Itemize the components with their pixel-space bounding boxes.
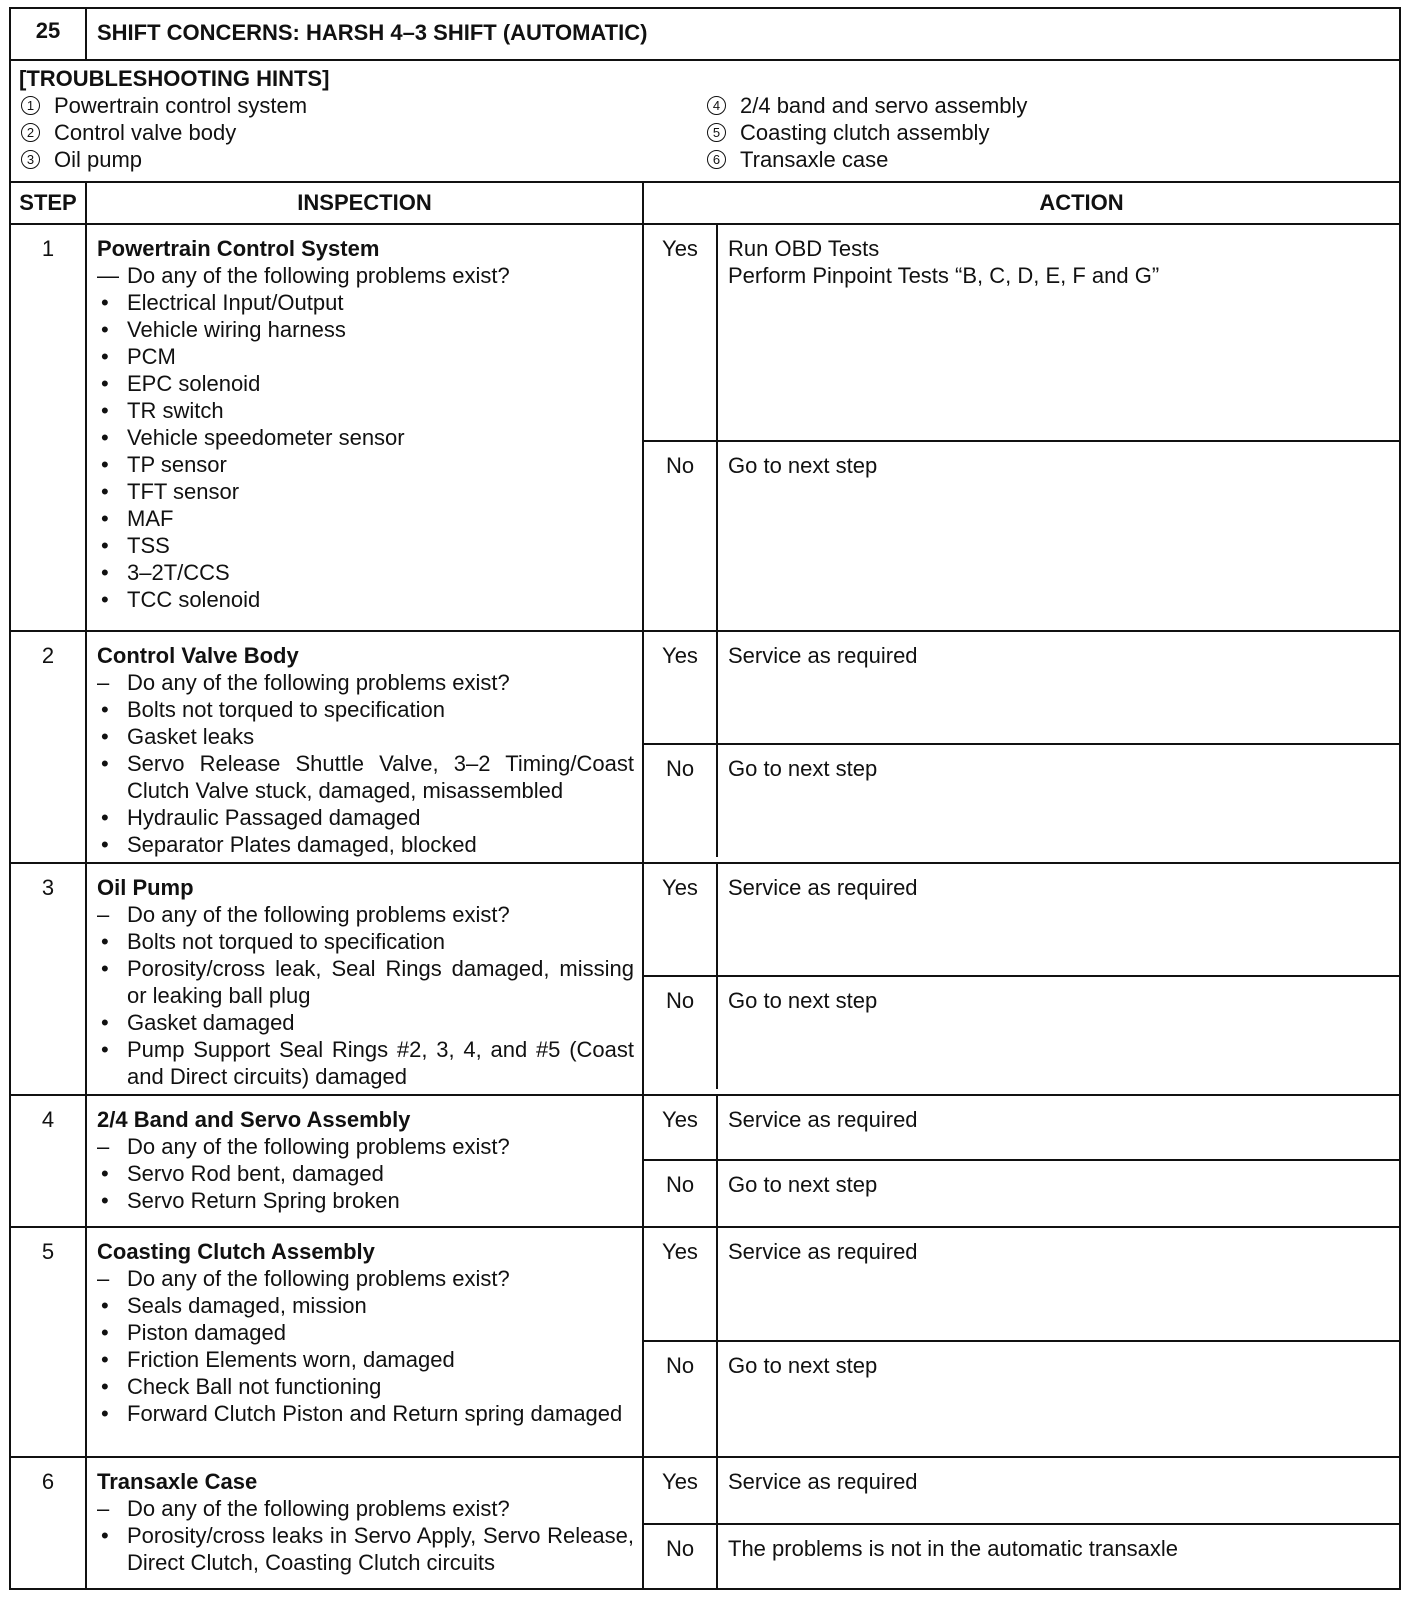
yes-no-table — [644, 1096, 1399, 1226]
yes-label: Yes — [644, 225, 717, 441]
inspection-column-header: INSPECTION — [86, 182, 643, 224]
problem-item — [97, 928, 634, 955]
problem-item — [97, 289, 634, 316]
hints-row — [10, 60, 1400, 182]
yes-no-table — [644, 632, 1399, 857]
hints-right-column — [705, 92, 1391, 173]
yes-action — [717, 1458, 1399, 1524]
yes-label: Yes — [644, 1096, 717, 1160]
bullet-icon: • — [101, 452, 109, 477]
action-line: Go to next step — [728, 1172, 878, 1197]
action-column-header: ACTION — [643, 182, 1400, 224]
circled-number: 2 — [21, 123, 40, 142]
problem-item — [97, 1009, 634, 1036]
bullet-icon: • — [101, 371, 109, 396]
problem-item — [97, 1292, 634, 1319]
action-line: The problems is not in the automatic transaxle — [728, 1536, 1179, 1561]
decision-cell — [643, 1095, 1400, 1227]
bullet-icon: • — [101, 506, 109, 531]
problem-item — [97, 804, 634, 831]
step-row — [10, 863, 1400, 1095]
hint-text: Control valve body — [54, 120, 237, 145]
question-text: Do any of the following problems exist? — [127, 1134, 510, 1159]
no-label: No — [644, 744, 717, 857]
yes-label: Yes — [644, 1228, 717, 1341]
no-label: No — [644, 976, 717, 1089]
no-action — [717, 744, 1399, 857]
inspection-title: Control Valve Body — [97, 643, 299, 668]
dash-glyph: – — [97, 1134, 110, 1159]
action-line: Go to next step — [728, 756, 878, 781]
hint-text: Powertrain control system — [54, 93, 308, 118]
problem-list — [97, 1160, 634, 1214]
question-text: Do any of the following problems exist? — [127, 670, 510, 695]
inspection-cell — [86, 1227, 643, 1457]
problem-text: Friction Elements worn, damaged — [127, 1347, 455, 1372]
no-label: No — [644, 1160, 717, 1226]
decision-cell — [643, 224, 1400, 631]
decision-cell — [643, 1457, 1400, 1589]
bullet-icon: • — [101, 398, 109, 423]
dash-glyph: — — [97, 263, 119, 288]
problem-text: Gasket leaks — [127, 724, 255, 749]
problem-text: TFT sensor — [127, 479, 240, 504]
yes-action — [717, 1096, 1399, 1160]
action-line: Service as required — [728, 643, 918, 668]
decision-cell — [643, 631, 1400, 863]
step-number: 5 — [10, 1227, 86, 1457]
circled-number: 1 — [21, 96, 40, 115]
problem-text: Piston damaged — [127, 1320, 286, 1345]
yes-label: Yes — [644, 864, 717, 976]
inspection-cell — [86, 631, 643, 863]
hint-item — [19, 92, 705, 119]
problem-text: Servo Release Shuttle Valve, 3–2 Timing/Coast Clutch Valve stuck, damaged, misassembled — [127, 751, 634, 803]
no-action — [717, 1341, 1399, 1456]
bullet-icon: • — [101, 1293, 109, 1318]
inspection-title: Coasting Clutch Assembly — [97, 1239, 375, 1264]
chart-title: SHIFT CONCERNS: HARSH 4–3 SHIFT (AUTOMATIC) — [86, 8, 1400, 60]
hint-item — [19, 119, 705, 146]
inspection-title: Transaxle Case — [97, 1469, 258, 1494]
dash-glyph: – — [97, 902, 110, 927]
step-row — [10, 1095, 1400, 1227]
action-line: Service as required — [728, 1239, 918, 1264]
yes-branch — [644, 225, 1399, 441]
action-line: Service as required — [728, 1107, 918, 1132]
problem-text: MAF — [127, 506, 174, 531]
question-text: Do any of the following problems exist? — [127, 1266, 510, 1291]
problem-list — [97, 928, 634, 1090]
problem-item — [97, 1373, 634, 1400]
action-line: Go to next step — [728, 988, 878, 1013]
step-number: 2 — [10, 631, 86, 863]
yes-no-table — [644, 1228, 1399, 1456]
problem-text: Forward Clutch Piston and Return spring damaged — [127, 1401, 623, 1426]
bullet-icon: • — [101, 751, 109, 776]
dash-glyph: – — [97, 670, 110, 695]
inspection-question — [97, 1495, 634, 1522]
problem-item — [97, 316, 634, 343]
problem-text: Bolts not torqued to specification — [127, 929, 445, 954]
yes-branch — [644, 632, 1399, 744]
problem-text: Porosity/cross leak, Seal Rings damaged, missing or leaking ball plug — [127, 956, 634, 1008]
problem-item — [97, 1036, 634, 1090]
problem-text: TP sensor — [127, 452, 227, 477]
bullet-icon: • — [101, 1320, 109, 1345]
problem-item — [97, 370, 634, 397]
bullet-icon: • — [101, 697, 109, 722]
hints-heading: [TROUBLESHOOTING HINTS] — [19, 66, 330, 91]
problem-item — [97, 478, 634, 505]
hints-left-column — [19, 92, 705, 173]
no-action — [717, 1524, 1399, 1588]
bullet-icon: • — [101, 533, 109, 558]
step-row — [10, 631, 1400, 863]
question-text: Do any of the following problems exist? — [127, 263, 510, 288]
bullet-icon: • — [101, 956, 109, 981]
no-action — [717, 976, 1399, 1089]
step-number: 6 — [10, 1457, 86, 1589]
problem-text: Check Ball not functioning — [127, 1374, 382, 1399]
step-number: 4 — [10, 1095, 86, 1227]
troubleshooting-hints — [10, 60, 1400, 182]
no-branch — [644, 441, 1399, 630]
action-line: Run OBD Tests — [728, 236, 880, 261]
no-branch — [644, 1160, 1399, 1226]
problem-item — [97, 696, 634, 723]
yes-action — [717, 864, 1399, 976]
hint-item — [705, 146, 1391, 173]
problem-text: TSS — [127, 533, 170, 558]
no-branch — [644, 1341, 1399, 1456]
step-number: 1 — [10, 224, 86, 631]
troubleshooting-document — [9, 7, 1399, 1607]
circled-number: 3 — [21, 150, 40, 169]
problem-item — [97, 723, 634, 750]
bullet-icon: • — [101, 805, 109, 830]
problem-item — [97, 955, 634, 1009]
inspection-title: Powertrain Control System — [97, 236, 380, 261]
yes-branch — [644, 1458, 1399, 1524]
action-line: Service as required — [728, 1469, 918, 1494]
hint-text: Coasting clutch assembly — [740, 120, 990, 145]
problem-text: TCC solenoid — [127, 587, 261, 612]
yes-branch — [644, 1096, 1399, 1160]
problem-text: Hydraulic Passaged damaged — [127, 805, 421, 830]
yes-label: Yes — [644, 1458, 717, 1524]
no-branch — [644, 1524, 1399, 1588]
problem-item — [97, 532, 634, 559]
yes-label: Yes — [644, 632, 717, 744]
hint-item — [705, 92, 1391, 119]
decision-cell — [643, 1227, 1400, 1457]
problem-list — [97, 1522, 634, 1576]
step-row — [10, 1227, 1400, 1457]
problem-list — [97, 289, 634, 613]
bullet-icon: • — [101, 560, 109, 585]
problem-text: TR switch — [127, 398, 224, 423]
bullet-icon: • — [101, 724, 109, 749]
circled-number: 5 — [707, 123, 726, 142]
problem-text: Vehicle speedometer sensor — [127, 425, 405, 450]
question-text: Do any of the following problems exist? — [127, 902, 510, 927]
problem-item — [97, 1187, 634, 1214]
no-label: No — [644, 1524, 717, 1588]
problem-text: Seals damaged, mission — [127, 1293, 367, 1318]
inspection-cell — [86, 1095, 643, 1227]
problem-item — [97, 397, 634, 424]
bullet-icon: • — [101, 425, 109, 450]
bullet-icon: • — [101, 1374, 109, 1399]
problem-text: Porosity/cross leaks in Servo Apply, Servo Release, Direct Clutch, Coasting Clutch circuits — [127, 1523, 634, 1575]
hint-item — [705, 119, 1391, 146]
bullet-icon: • — [101, 317, 109, 342]
problem-text: Pump Support Seal Rings #2, 3, 4, and #5 (Coast and Direct circuits) damaged — [127, 1037, 634, 1089]
hint-text: Oil pump — [54, 147, 143, 172]
bullet-icon: • — [101, 290, 109, 315]
action-line: Service as required — [728, 875, 918, 900]
bullet-icon: • — [101, 587, 109, 612]
bullet-icon: • — [101, 1523, 109, 1548]
yes-action — [717, 632, 1399, 744]
inspection-question — [97, 901, 634, 928]
dash-glyph: – — [97, 1266, 110, 1291]
yes-action — [717, 225, 1399, 441]
hint-text: Transaxle case — [740, 147, 889, 172]
chart-number: 25 — [10, 8, 86, 60]
problem-item — [97, 1522, 634, 1576]
circled-number: 4 — [707, 96, 726, 115]
yes-branch — [644, 1228, 1399, 1341]
step-column-header: STEP — [10, 182, 86, 224]
inspection-cell — [86, 1457, 643, 1589]
bullet-icon: • — [101, 1010, 109, 1035]
problem-list — [97, 696, 634, 858]
yes-no-table — [644, 1458, 1399, 1588]
step-row — [10, 224, 1400, 631]
inspection-question — [97, 669, 634, 696]
decision-cell — [643, 863, 1400, 1095]
column-header-row — [10, 182, 1400, 224]
inspection-cell — [86, 863, 643, 1095]
action-line: Perform Pinpoint Tests “B, C, D, E, F and G” — [728, 263, 1160, 288]
problem-item — [97, 831, 634, 858]
bullet-icon: • — [101, 1188, 109, 1213]
step-number: 3 — [10, 863, 86, 1095]
inspection-question — [97, 262, 634, 289]
no-action — [717, 441, 1399, 630]
problem-text: Bolts not torqued to specification — [127, 697, 445, 722]
problem-list — [97, 1292, 634, 1427]
dash-glyph: – — [97, 1496, 110, 1521]
problem-item — [97, 586, 634, 613]
problem-text: Gasket damaged — [127, 1010, 295, 1035]
no-action — [717, 1160, 1399, 1226]
bullet-icon: • — [101, 1161, 109, 1186]
problem-item — [97, 559, 634, 586]
header-row — [10, 8, 1400, 60]
circled-number: 6 — [707, 150, 726, 169]
problem-text: EPC solenoid — [127, 371, 261, 396]
inspection-cell — [86, 224, 643, 631]
problem-text: Servo Return Spring broken — [127, 1188, 400, 1213]
problem-text: Separator Plates damaged, blocked — [127, 832, 477, 857]
question-text: Do any of the following problems exist? — [127, 1496, 510, 1521]
hint-item — [19, 146, 705, 173]
no-branch — [644, 976, 1399, 1089]
yes-no-table — [644, 864, 1399, 1089]
problem-item — [97, 1160, 634, 1187]
bullet-icon: • — [101, 1401, 109, 1426]
problem-text: PCM — [127, 344, 176, 369]
action-line: Go to next step — [728, 1353, 878, 1378]
yes-branch — [644, 864, 1399, 976]
action-line: Go to next step — [728, 453, 878, 478]
problem-item — [97, 505, 634, 532]
problem-item — [97, 424, 634, 451]
no-label: No — [644, 1341, 717, 1456]
problem-item — [97, 343, 634, 370]
no-branch — [644, 744, 1399, 857]
yes-action — [717, 1228, 1399, 1341]
problem-item — [97, 750, 634, 804]
step-row — [10, 1457, 1400, 1589]
problem-item — [97, 1400, 634, 1427]
inspection-question — [97, 1265, 634, 1292]
hint-text: 2/4 band and servo assembly — [740, 93, 1028, 118]
problem-item — [97, 1346, 634, 1373]
problem-text: Electrical Input/Output — [127, 290, 344, 315]
yes-no-table — [644, 225, 1399, 630]
bullet-icon: • — [101, 1347, 109, 1372]
problem-item — [97, 451, 634, 478]
no-label: No — [644, 441, 717, 630]
inspection-title: Oil Pump — [97, 875, 194, 900]
bullet-icon: • — [101, 344, 109, 369]
bullet-icon: • — [101, 832, 109, 857]
inspection-title: 2/4 Band and Servo Assembly — [97, 1107, 411, 1132]
inspection-question — [97, 1133, 634, 1160]
bullet-icon: • — [101, 929, 109, 954]
problem-text: Servo Rod bent, damaged — [127, 1161, 384, 1186]
problem-text: 3–2T/CCS — [127, 560, 230, 585]
problem-item — [97, 1319, 634, 1346]
bullet-icon: • — [101, 1037, 109, 1062]
problem-text: Vehicle wiring harness — [127, 317, 346, 342]
bullet-icon: • — [101, 479, 109, 504]
troubleshooting-table — [9, 7, 1401, 1590]
